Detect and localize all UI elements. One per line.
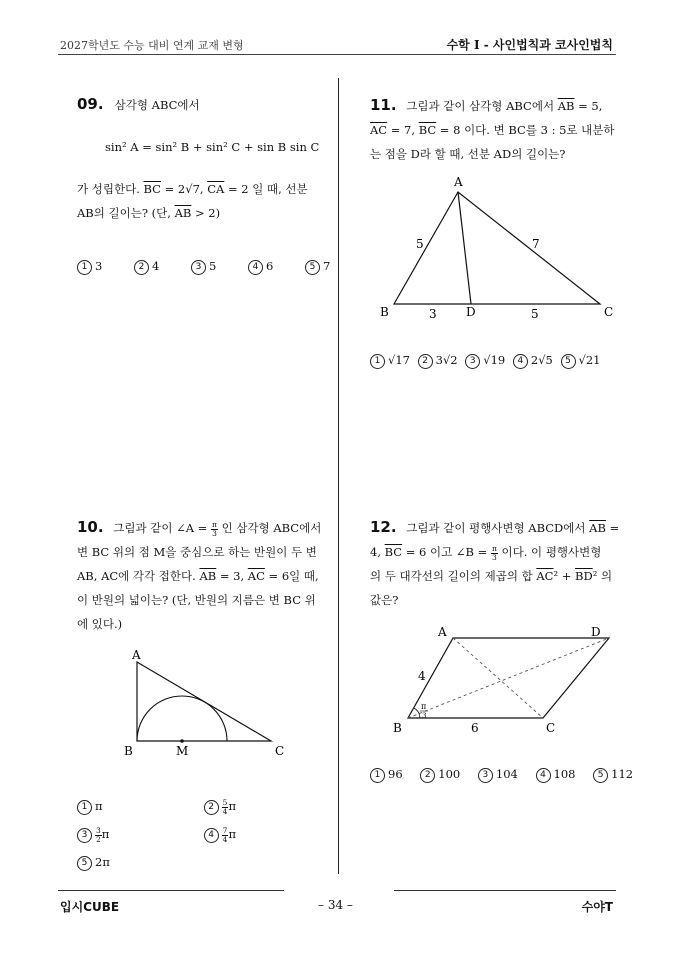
angle-label-num: π [421,702,427,711]
side-label-ac: 7 [532,237,540,251]
question-11: 11. 그림과 같이 삼각형 ABC에서 $\overline{AB} = 5$, $\overline{AC} = 7$, $\overline{BC} = 8$ 이다. 변 BC를 3 : 5로 내분하 는 점을 D라 할 때, 선분 AD의 길이는? [370,93,630,166]
question-line: AB의 길이는? (단, $\overline{AB} > 2$) [77,206,221,220]
header-left: 2027학년도 수능 대비 연계 교재 변형 [60,39,244,52]
choice[interactable]: 5 112 [593,767,633,781]
question-line: 에 있다.) [77,617,123,631]
choices-10 [77,792,307,876]
question-number: 12. [370,518,397,536]
vertex-label-d: D [466,305,476,319]
choice[interactable]: 1 π [77,792,200,820]
parallelogram-figure-12 [385,620,625,740]
choice[interactable]: 2 4 [134,259,159,273]
choice[interactable]: 4 6 [248,259,273,273]
question-number: 10. [77,518,104,536]
choice[interactable]: 1 √17 [370,353,410,367]
question-line: 이 반원의 넓이는? (단, 반원의 지름은 변 BC 위 [77,593,316,607]
footer-divider-right [394,890,616,891]
vertex-label-c: C [546,721,556,735]
side-label-dc: 5 [531,307,539,321]
question-number: 09. [77,95,104,113]
question-12: 12. 그림과 같이 평행사변형 ABCD에서 $\overline{AB}$ = 4, $\overline{BC} = 6$ 이고 ∠B = $\frac{\pi}{3}$ 이다. 이 평행사변형 의 두 대각선의 길이의 제곱의 합 $\overline{AC}^2 + \overline{BD}^2$ 의 값은? [370,515,632,612]
side-label-bc: 6 [471,721,479,735]
question-line: 4, $\overline{BC} = 6$ 이고 ∠B = $\frac{\pi}{3}$ 이다. 이 평행사변형 [370,543,602,562]
vertex-label-c: C [275,744,285,758]
question-line: 값은? [370,593,399,607]
vertex-label-b: B [380,305,389,319]
vertex-label-a: A [454,175,463,189]
question-line: AB, AC에 각각 접한다. $\overline{AB} = 3$, $\overline{AC} = 6$일 때, [77,569,319,583]
column-divider [338,78,339,874]
choices-09 [77,259,330,275]
choice[interactable]: 5 7 [305,259,330,273]
choices-11 [370,353,600,369]
footer-brand: 입시CUBE [60,900,120,914]
fraction: $\frac{\pi}{3}$ [211,519,217,538]
choice[interactable]: 4 2√5 [513,353,553,367]
vertex-label-c: C [604,305,614,319]
choice[interactable]: 5 2π [77,855,110,869]
question-line: 는 점을 D라 할 때, 선분 AD의 길이는? [370,147,566,161]
choice[interactable]: 3 $\frac{3}{2}$ π [77,820,200,848]
choices-12 [370,767,633,783]
side-label-bd: 3 [429,307,437,321]
page-number: – 34 – [318,898,353,912]
fraction: $\frac{\pi}{3}$ [491,543,497,562]
footer-divider-left [58,890,284,891]
question-line: 가 성립한다. $\overline{BC} = 2√7$, $\overline{CA} = 2$ 일 때, 선분 [77,182,308,196]
question-number: 11. [370,96,397,114]
choice[interactable]: 5 √21 [561,353,601,367]
triangle-semicircle-figure-10 [120,645,300,760]
triangle-figure-11 [370,170,630,330]
choice[interactable]: 3 5 [191,259,216,273]
header-divider [58,54,616,55]
question-10: 10. 그림과 같이 ∠A = $\frac{\pi}{3}$ 인 삼각형 ABC에서 변 BC 위의 점 M을 중심으로 하는 반원이 두 변 AB, AC에 각각 접한다. $\overline{AB} = 3$, $\overline{AC} = 6$일 때, 이 반원의 넓이는? (단, 반원의 지름은 변 BC 위 에 있다.) [77,515,335,636]
choice[interactable]: 1 96 [370,767,403,781]
question-line: 의 두 대각선의 길이의 제곱의 합 $\overline{AC}^2 + \overline{BD}^2$ 의 [370,569,613,583]
angle-label-den: 3 [422,712,427,720]
center-label-m: M [176,744,189,758]
vertex-label-d: D [591,625,601,639]
choice[interactable]: 3 √19 [465,353,505,367]
question-line: 변 BC 위의 점 M을 중심으로 하는 반원이 두 변 [77,545,317,559]
question-intro: 삼각형 ABC에서 [114,98,200,112]
formula: sin² A = sin² B + sin² C + sin B sin C [105,140,320,154]
choice[interactable]: 4 108 [536,767,576,781]
choice[interactable]: 2 3√2 [418,353,458,367]
side-label-ab: 4 [418,669,426,683]
choice[interactable]: 3 104 [478,767,518,781]
question-line: $\overline{AC} = 7$, $\overline{BC} = 8$ 이다. 변 BC를 3 : 5로 내분하 [370,123,615,137]
choice[interactable]: 2 100 [420,767,460,781]
choice[interactable]: 4 $\frac{7}{4}$ π [204,827,236,841]
vertex-label-b: B [124,744,133,758]
vertex-label-a: A [438,625,447,639]
choice[interactable]: 1 3 [77,259,102,273]
header-right: 수학 I - 사인법칙과 코사인법칙 [446,38,613,52]
footer-author: 수야T [581,900,613,914]
question-09 [77,93,332,225]
vertex-label-a: A [132,648,141,662]
side-label-ab: 5 [416,237,424,251]
vertex-label-b: B [393,721,402,735]
choice[interactable]: 2 $\frac{5}{4}$ π [204,799,236,813]
